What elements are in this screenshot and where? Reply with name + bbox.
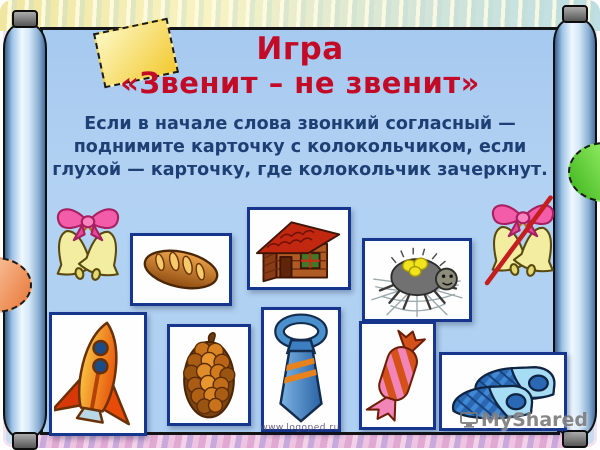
pine-cone-icon [172,329,246,421]
bells-with-bow-icon [42,196,134,296]
card-bread [130,233,232,306]
roller-cap-bottom-left [12,432,38,450]
card-rocket [49,312,147,436]
instruction-text: Если в начале слова звонкий согласный — поднимите карточку с колокольчиком, если глухой — карточку, где колокольчик зачеркнут. [52,114,548,180]
myshared-watermark-text: MyShared [480,409,588,431]
card-candy [359,321,436,430]
necktie-icon [266,312,336,427]
game-title: Игра [256,31,344,67]
log-house-icon [252,212,346,285]
roller-cap-top-right [562,5,588,23]
bells-crossed-icon [477,192,569,292]
wrapped-candy-icon [364,326,431,425]
card-pine-cone [167,324,251,426]
rocket-icon [54,317,142,431]
card-tie [261,307,341,432]
myshared-logo-icon [460,412,478,428]
card-house [247,207,351,290]
bread-loaf-icon [135,238,227,301]
roller-cap-top-left [12,10,38,28]
footer-url: www.logoped.ru [260,423,340,433]
myshared-watermark[interactable] [460,409,588,431]
card-spider [362,238,472,322]
game-subtitle: «Звенит – не звенит» [120,66,480,100]
spider-on-web-icon [367,243,467,317]
